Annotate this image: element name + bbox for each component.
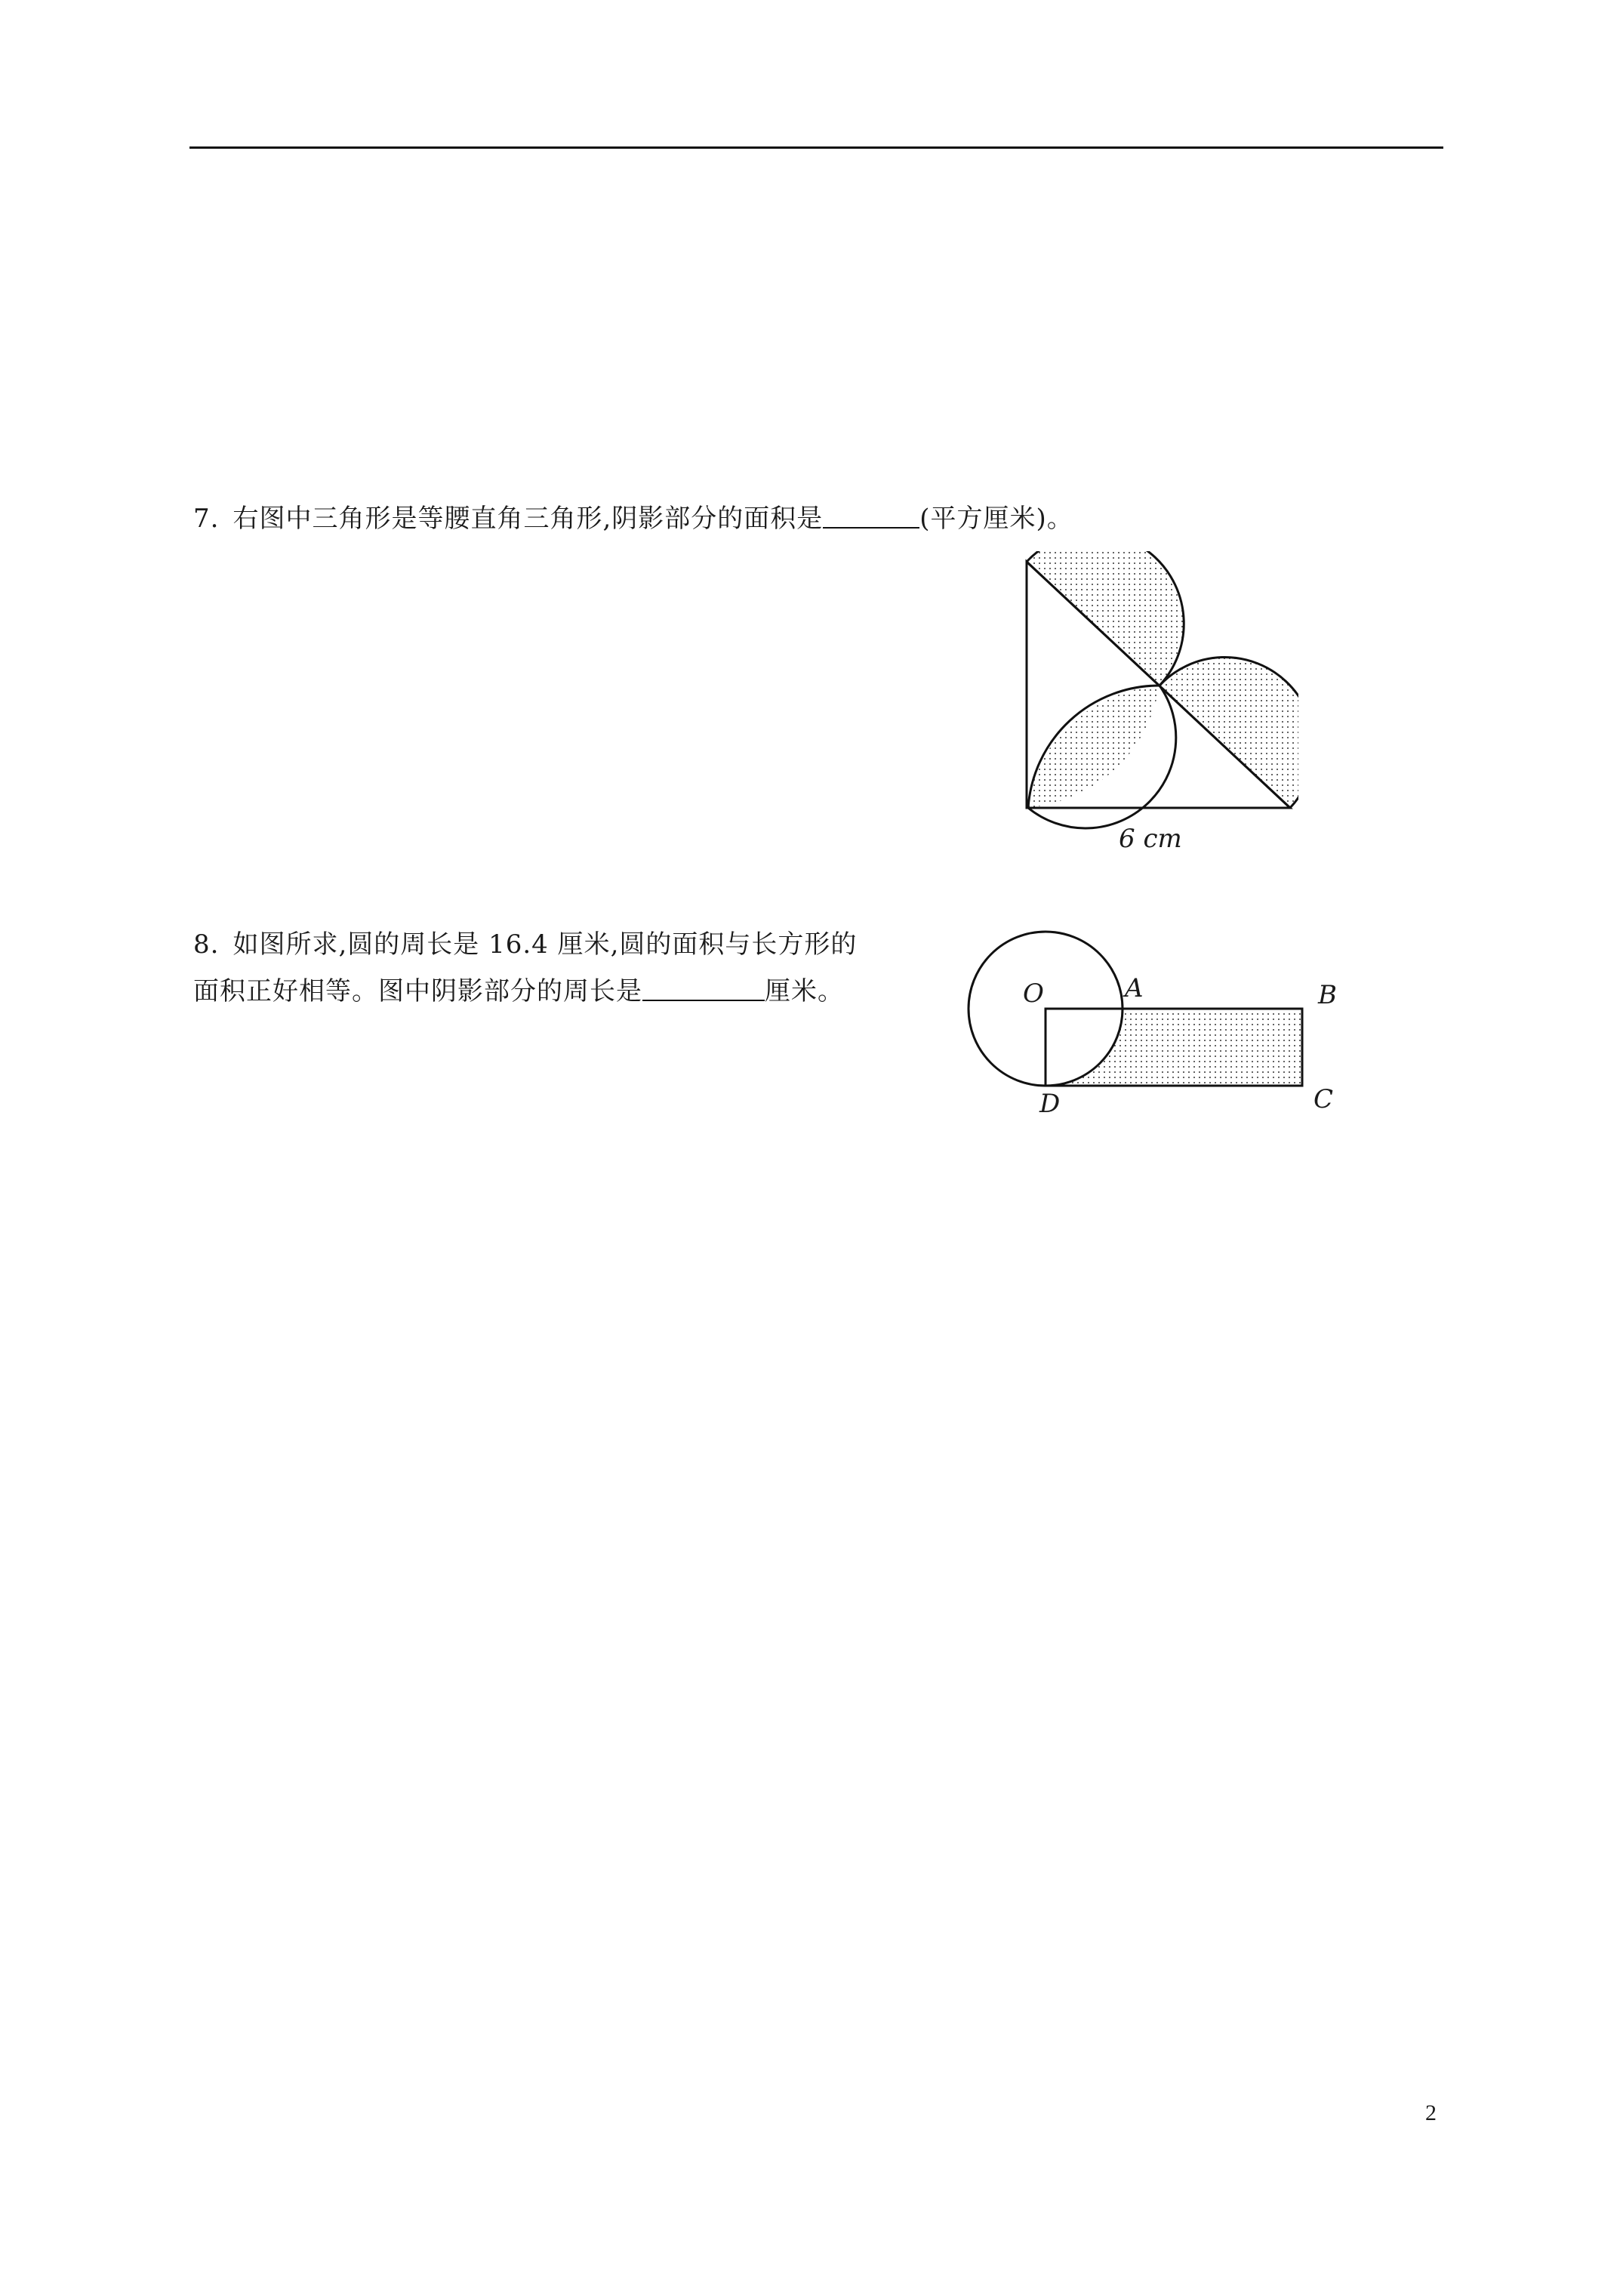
label-d: D [1039,1089,1061,1119]
label-o: O [1023,978,1044,1009]
question-8-unit: 厘米。 [765,976,844,1006]
shaded-region-top [1027,551,1184,686]
header-rule [189,146,1443,149]
question-8-text-line-1: 如图所求,圆的周长是 16.4 厘米,圆的面积与长方形的 [233,929,858,960]
question-7-unit: (平方厘米)。 [919,504,1073,534]
question-7-figure [1012,551,1298,853]
question-8-line-1 [193,921,857,968]
question-8-text-line-2: 面积正好相等。图中阴影部分的周长是 [193,976,642,1006]
shaded-region-right [1160,657,1298,808]
question-8-figure [955,917,1363,1129]
question-7-text: 右图中三角形是等腰直角三角形,阴影部分的面积是 [233,504,824,534]
question-7-number: 7. [193,504,220,534]
question-8-number: 8. [193,929,220,960]
question-8-answer-blank[interactable] [642,969,765,1001]
question-7 [193,495,1073,542]
question-7-answer-blank[interactable] [823,497,919,529]
base-length-label: 6 cm [1119,824,1182,853]
page-number: 2 [1425,2100,1437,2125]
label-a: A [1125,973,1144,1003]
question-8 [193,921,857,1015]
label-b: B [1318,980,1337,1010]
question-8-line-2 [193,968,857,1015]
label-c: C [1313,1084,1334,1114]
